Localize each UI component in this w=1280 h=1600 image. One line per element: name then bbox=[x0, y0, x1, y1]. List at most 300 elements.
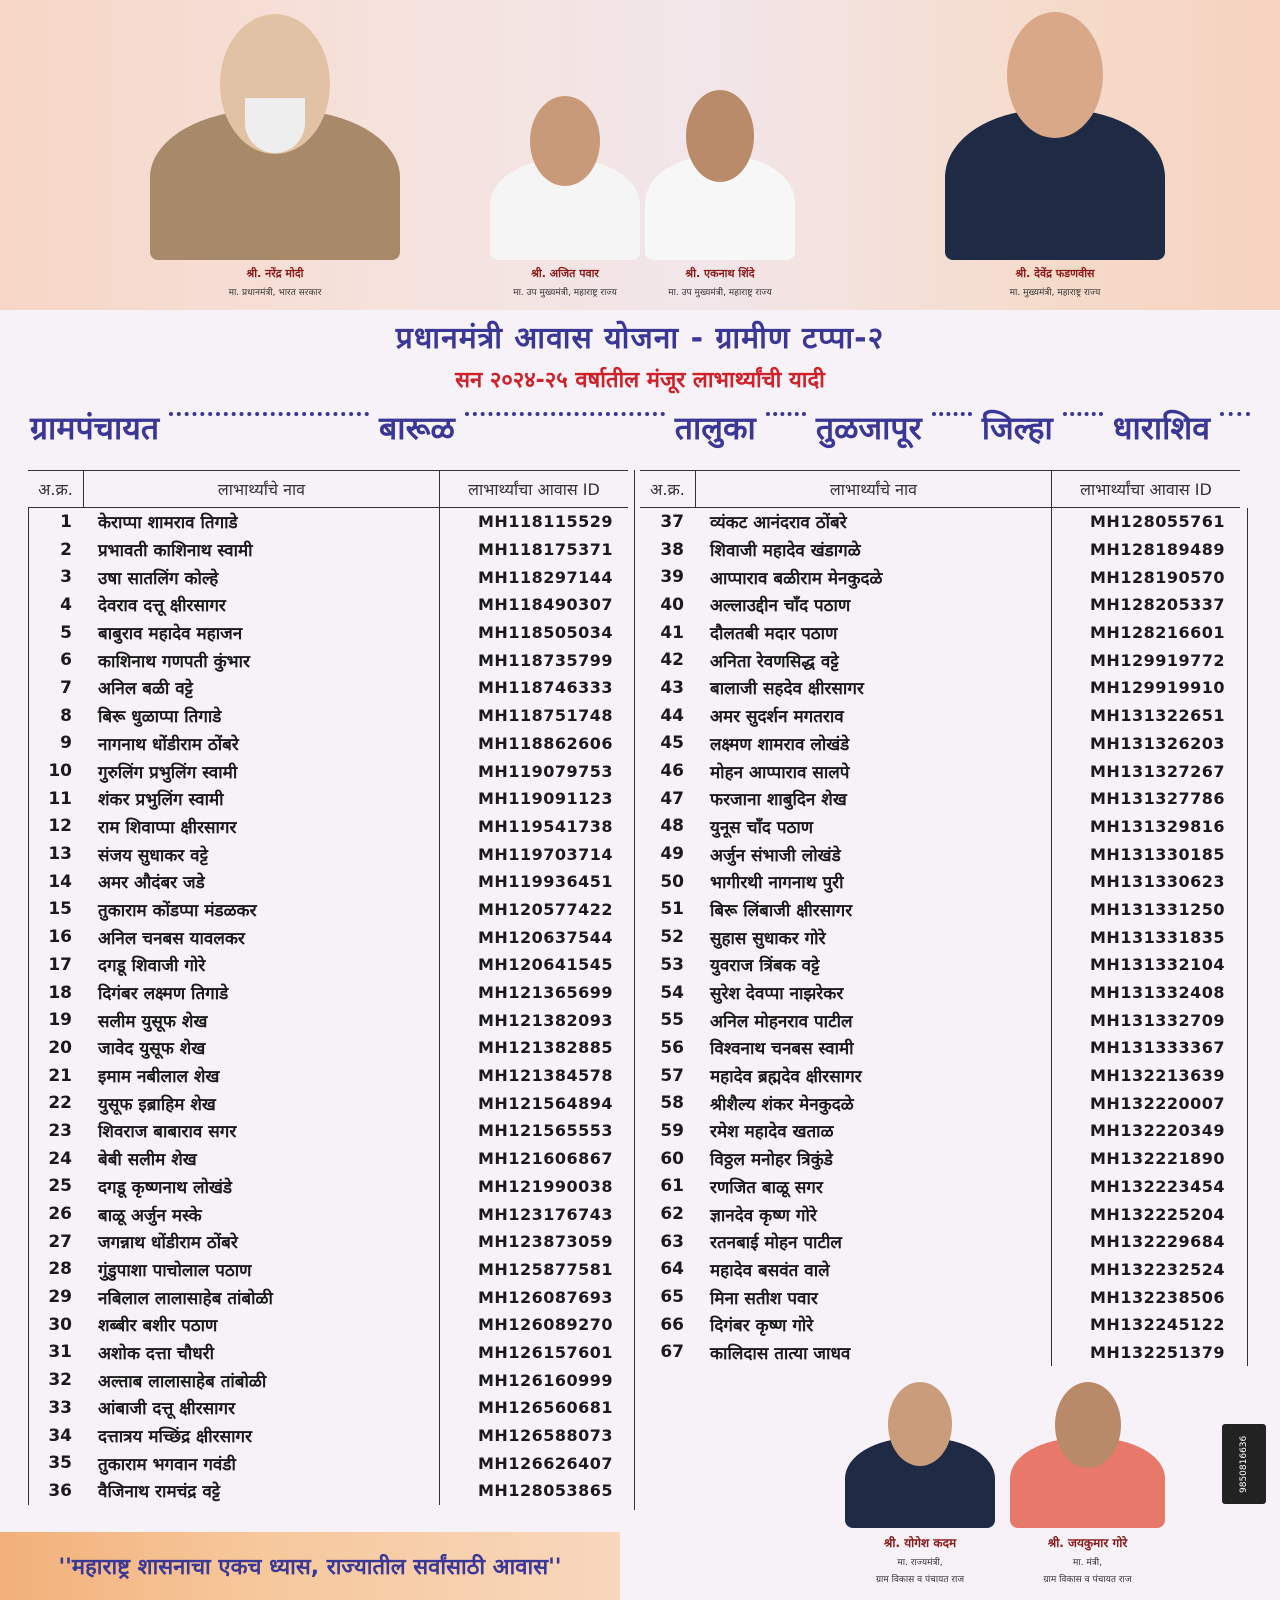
row-awas-id: MH125877581 bbox=[478, 1259, 614, 1279]
printer-stamp: 9850816636 bbox=[1222, 1424, 1266, 1504]
row-beneficiary-name: कालिदास तात्या जाधव bbox=[710, 1343, 851, 1364]
row-serial: 17 bbox=[48, 954, 72, 975]
row-awas-id: MH132220349 bbox=[1090, 1121, 1226, 1141]
row-serial: 41 bbox=[660, 622, 684, 643]
row-beneficiary-name: तुकाराम कोंडप्पा मंडळकर bbox=[98, 900, 257, 921]
table-row bbox=[28, 1034, 628, 1062]
table-row bbox=[640, 1034, 1240, 1062]
leader-name: श्री. देवेंद्र फडणवीस bbox=[1015, 267, 1095, 280]
table-row bbox=[640, 951, 1240, 979]
row-awas-id: MH118297144 bbox=[478, 567, 614, 587]
table-row bbox=[28, 536, 628, 564]
table-row bbox=[28, 923, 628, 951]
table-row bbox=[640, 840, 1240, 868]
row-awas-id: MH131332104 bbox=[1090, 955, 1226, 975]
table-row bbox=[28, 1477, 628, 1505]
leader-portrait-gore bbox=[1010, 1378, 1165, 1585]
table-row bbox=[28, 868, 628, 896]
row-beneficiary-name: युनूस चाँद पठाण bbox=[710, 817, 814, 838]
page-title: प्रधानमंत्री आवास योजना - ग्रामीण टप्पा-२ bbox=[395, 321, 885, 356]
row-awas-id: MH121382093 bbox=[478, 1010, 614, 1030]
row-serial: 18 bbox=[48, 982, 72, 1003]
leader-name: श्री. योगेश कदम bbox=[883, 1536, 957, 1550]
row-awas-id: MH126560681 bbox=[478, 1398, 614, 1418]
row-beneficiary-name: देवराव दत्तू क्षीरसागर bbox=[98, 596, 226, 617]
row-awas-id: MH119936451 bbox=[478, 872, 614, 892]
row-serial: 33 bbox=[48, 1397, 72, 1418]
row-beneficiary-name: इमाम नबीलाल शेख bbox=[98, 1067, 220, 1088]
table-row bbox=[28, 1117, 628, 1145]
row-serial: 49 bbox=[660, 844, 684, 865]
col-header-name: लाभार्थ्यांचे नाव bbox=[696, 471, 1052, 507]
row-beneficiary-name: सुहास सुधाकर गोरे bbox=[710, 928, 826, 949]
leader-title: मा. मुख्यमंत्री, महाराष्ट्र राज्य bbox=[1009, 288, 1101, 298]
row-awas-id: MH128053865 bbox=[478, 1481, 614, 1501]
row-beneficiary-name: वैजिनाथ रामचंद्र वट्टे bbox=[98, 1482, 221, 1503]
row-serial: 23 bbox=[48, 1120, 72, 1141]
beneficiary-table-left bbox=[28, 470, 628, 1505]
row-awas-id: MH128189489 bbox=[1090, 540, 1226, 560]
taluka-value: तुळजापूर bbox=[815, 408, 922, 447]
row-beneficiary-name: युसूफ इब्राहिम शेख bbox=[98, 1094, 216, 1115]
table-row bbox=[28, 619, 628, 647]
row-serial: 1 bbox=[60, 511, 72, 532]
row-serial: 63 bbox=[660, 1231, 684, 1252]
row-serial: 64 bbox=[660, 1259, 684, 1280]
row-serial: 66 bbox=[660, 1314, 684, 1335]
row-serial: 43 bbox=[660, 677, 684, 698]
row-serial: 47 bbox=[660, 788, 684, 809]
row-awas-id: MH131330185 bbox=[1090, 844, 1226, 864]
leader-title: मा. राज्यमंत्री, bbox=[897, 1558, 943, 1568]
row-beneficiary-name: बिरू धुळाप्पा तिगाडे bbox=[98, 707, 222, 728]
row-beneficiary-name: जगन्नाथ धोंडीराम ठोंबरे bbox=[98, 1233, 238, 1254]
row-serial: 67 bbox=[660, 1342, 684, 1363]
table-row bbox=[28, 702, 628, 730]
row-beneficiary-name: अनिल चनबस यावलकर bbox=[98, 928, 245, 949]
dotted-leader bbox=[1220, 402, 1250, 416]
dotted-leader bbox=[169, 402, 369, 416]
table-row bbox=[640, 563, 1240, 591]
row-beneficiary-name: व्यंकट आनंदराव ठोंबरे bbox=[710, 513, 847, 534]
row-beneficiary-name: ज्ञानदेव कृष्ण गोरे bbox=[710, 1205, 817, 1226]
leader-title: मा. मंत्री, bbox=[1073, 1558, 1102, 1568]
table-row bbox=[28, 1256, 628, 1284]
row-serial: 9 bbox=[60, 733, 72, 754]
row-awas-id: MH132229684 bbox=[1090, 1232, 1226, 1252]
column-divider bbox=[634, 470, 635, 1510]
table-row bbox=[640, 813, 1240, 841]
dotted-leader bbox=[1063, 402, 1103, 416]
row-awas-id: MH126588073 bbox=[478, 1426, 614, 1446]
row-serial: 65 bbox=[660, 1287, 684, 1308]
row-serial: 6 bbox=[60, 650, 72, 671]
row-awas-id: MH119703714 bbox=[478, 844, 614, 864]
row-beneficiary-name: अल्लाउद्दीन चाँद पठाण bbox=[710, 596, 851, 617]
row-serial: 38 bbox=[660, 539, 684, 560]
table-row bbox=[640, 619, 1240, 647]
row-beneficiary-name: मिना सतीश पवार bbox=[710, 1288, 818, 1309]
row-beneficiary-name: विश्वनाथ चनबस स्वामी bbox=[710, 1039, 854, 1060]
row-beneficiary-name: आंबाजी दत्तू क्षीरसागर bbox=[98, 1399, 236, 1420]
row-beneficiary-name: जावेद युसूफ शेख bbox=[98, 1039, 206, 1060]
row-awas-id: MH132220007 bbox=[1090, 1093, 1226, 1113]
col-header-serial: अ.क्र. bbox=[640, 471, 696, 507]
row-serial: 35 bbox=[48, 1453, 72, 1474]
table-row bbox=[28, 591, 628, 619]
row-beneficiary-name: काशिनाथ गणपती कुंभार bbox=[98, 651, 250, 672]
row-awas-id: MH118735799 bbox=[478, 650, 614, 670]
table-row bbox=[28, 1283, 628, 1311]
row-serial: 27 bbox=[48, 1231, 72, 1252]
row-beneficiary-name: आप्पाराव बळीराम मेनकुदळे bbox=[710, 568, 883, 589]
row-serial: 53 bbox=[660, 954, 684, 975]
row-awas-id: MH121564894 bbox=[478, 1093, 614, 1113]
table-row bbox=[28, 1173, 628, 1201]
table-row bbox=[640, 730, 1240, 758]
location-row bbox=[30, 402, 1260, 452]
row-awas-id: MH131331835 bbox=[1090, 927, 1226, 947]
row-awas-id: MH128205337 bbox=[1090, 595, 1226, 615]
page-subtitle: सन २०२४-२५ वर्षातील मंजूर लाभार्थ्यांची यादी bbox=[455, 368, 825, 393]
row-awas-id: MH131329816 bbox=[1090, 816, 1226, 836]
leader-title: ग्राम विकास व पंचायत राज bbox=[875, 1575, 965, 1585]
row-beneficiary-name: भागीरथी नागनाथ पुरी bbox=[710, 873, 844, 894]
row-awas-id: MH118746333 bbox=[478, 678, 614, 698]
row-beneficiary-name: शंकर प्रभुलिंग स्वामी bbox=[98, 790, 224, 811]
row-beneficiary-name: युवराज त्रिंबक वट्टे bbox=[710, 956, 820, 977]
row-beneficiary-name: फरजाना शाबुदिन शेख bbox=[710, 790, 847, 811]
row-awas-id: MH129919772 bbox=[1090, 650, 1226, 670]
row-beneficiary-name: महादेव ब्रह्मदेव क्षीरसागर bbox=[710, 1067, 862, 1088]
row-serial: 46 bbox=[660, 761, 684, 782]
table-row bbox=[28, 951, 628, 979]
taluka-label: तालुका bbox=[674, 408, 756, 447]
table-row bbox=[640, 757, 1240, 785]
gram-panchayat-label: ग्रामपंचायत bbox=[30, 408, 160, 447]
gram-panchayat-value: बारूळ bbox=[379, 408, 455, 447]
row-serial: 11 bbox=[48, 788, 72, 809]
row-awas-id: MH121990038 bbox=[478, 1176, 614, 1196]
district-value: धाराशिव bbox=[1112, 408, 1210, 447]
table-row bbox=[640, 1117, 1240, 1145]
row-beneficiary-name: अर्जुन संभाजी लोखंडे bbox=[710, 845, 841, 866]
row-awas-id: MH121382885 bbox=[478, 1038, 614, 1058]
row-serial: 31 bbox=[48, 1342, 72, 1363]
table-header bbox=[28, 470, 628, 508]
row-serial: 2 bbox=[60, 539, 72, 560]
table-row bbox=[640, 1062, 1240, 1090]
row-awas-id: MH132213639 bbox=[1090, 1066, 1226, 1086]
row-serial: 25 bbox=[48, 1176, 72, 1197]
row-serial: 37 bbox=[660, 511, 684, 532]
row-awas-id: MH121606867 bbox=[478, 1149, 614, 1169]
row-beneficiary-name: नागनाथ धोंडीराम ठोंबरे bbox=[98, 734, 239, 755]
row-awas-id: MH119079753 bbox=[478, 761, 614, 781]
leader-title: मा. उप मुख्यमंत्री, महाराष्ट्र राज्य bbox=[668, 288, 772, 298]
table-row bbox=[28, 979, 628, 1007]
table-row bbox=[640, 1200, 1240, 1228]
table-row bbox=[640, 923, 1240, 951]
row-serial: 59 bbox=[660, 1120, 684, 1141]
row-serial: 51 bbox=[660, 899, 684, 920]
leader-portrait-shinde bbox=[645, 86, 795, 298]
row-awas-id: MH131327786 bbox=[1090, 789, 1226, 809]
row-awas-id: MH121565553 bbox=[478, 1121, 614, 1141]
leader-title: ग्राम विकास व पंचायत राज bbox=[1043, 1575, 1132, 1585]
table-row bbox=[640, 896, 1240, 924]
row-awas-id: MH131331250 bbox=[1090, 899, 1226, 919]
row-awas-id: MH131326203 bbox=[1090, 733, 1226, 753]
table-row bbox=[640, 1283, 1240, 1311]
row-beneficiary-name: उषा सातलिंग कोल्हे bbox=[98, 568, 219, 589]
row-serial: 39 bbox=[660, 567, 684, 588]
table-row bbox=[640, 536, 1240, 564]
row-serial: 57 bbox=[660, 1065, 684, 1086]
table-row bbox=[640, 1089, 1240, 1117]
table-row bbox=[28, 1339, 628, 1367]
row-beneficiary-name: अनिता रेवणसिद्ध वट्टे bbox=[710, 651, 839, 672]
row-beneficiary-name: अनिल बळी वट्टे bbox=[98, 679, 193, 700]
row-serial: 52 bbox=[660, 927, 684, 948]
table-row bbox=[28, 896, 628, 924]
table-body bbox=[640, 508, 1240, 1366]
row-serial: 5 bbox=[60, 622, 72, 643]
col-header-id: लाभार्थ्यांचा आवास ID bbox=[1080, 480, 1212, 499]
dotted-leader bbox=[766, 402, 806, 416]
table-row bbox=[640, 1228, 1240, 1256]
table-row bbox=[640, 1256, 1240, 1284]
row-awas-id: MH123873059 bbox=[478, 1232, 614, 1252]
row-awas-id: MH118490307 bbox=[478, 595, 614, 615]
row-beneficiary-name: लक्ष्मण शामराव लोखंडे bbox=[710, 734, 850, 755]
row-awas-id: MH118175371 bbox=[478, 540, 614, 560]
row-awas-id: MH126160999 bbox=[478, 1370, 614, 1390]
table-row bbox=[640, 508, 1240, 536]
row-awas-id: MH118505034 bbox=[478, 623, 614, 643]
row-awas-id: MH123176743 bbox=[478, 1204, 614, 1224]
table-row bbox=[640, 1173, 1240, 1201]
table-row bbox=[28, 757, 628, 785]
row-serial: 44 bbox=[660, 705, 684, 726]
table-row bbox=[28, 1311, 628, 1339]
row-serial: 7 bbox=[60, 677, 72, 698]
row-awas-id: MH120641545 bbox=[478, 955, 614, 975]
row-beneficiary-name: बालाजी सहदेव क्षीरसागर bbox=[710, 679, 864, 700]
row-beneficiary-name: अशोक दत्ता चौधरी bbox=[98, 1343, 215, 1364]
row-awas-id: MH131332408 bbox=[1090, 983, 1226, 1003]
table-row bbox=[28, 508, 628, 536]
table-row bbox=[640, 868, 1240, 896]
leader-portrait-fadnavis bbox=[945, 8, 1165, 298]
table-row bbox=[640, 1145, 1240, 1173]
row-serial: 4 bbox=[60, 594, 72, 615]
table-row bbox=[28, 1145, 628, 1173]
leader-photo bbox=[490, 92, 640, 260]
row-awas-id: MH132223454 bbox=[1090, 1176, 1226, 1196]
row-awas-id: MH128216601 bbox=[1090, 623, 1226, 643]
row-serial: 15 bbox=[48, 899, 72, 920]
leader-portrait-pawar bbox=[490, 92, 640, 298]
row-beneficiary-name: केराप्पा शामराव तिगाडे bbox=[98, 513, 238, 534]
row-beneficiary-name: रणजित बाळू सगर bbox=[710, 1177, 823, 1198]
leader-photo bbox=[845, 1378, 995, 1528]
leader-portrait-kadam bbox=[845, 1378, 995, 1585]
row-beneficiary-name: शिवाजी महादेव खंडागळे bbox=[710, 541, 861, 562]
col-header-id: लाभार्थ्यांचा आवास ID bbox=[468, 480, 600, 499]
row-serial: 56 bbox=[660, 1037, 684, 1058]
row-awas-id: MH131327267 bbox=[1090, 761, 1226, 781]
row-beneficiary-name: सलीम युसूफ शेख bbox=[98, 1011, 208, 1032]
table-row bbox=[28, 730, 628, 758]
row-awas-id: MH132225204 bbox=[1090, 1204, 1226, 1224]
row-serial: 16 bbox=[48, 927, 72, 948]
row-awas-id: MH126626407 bbox=[478, 1453, 614, 1473]
leader-portrait-modi bbox=[150, 8, 400, 298]
table-row bbox=[640, 702, 1240, 730]
leader-photo bbox=[1010, 1378, 1165, 1528]
table-row bbox=[640, 1339, 1240, 1367]
slogan-text: ''महाराष्ट्र शासनाचा एकच ध्यास, राज्यातील सर्वांसाठी आवास'' bbox=[58, 1555, 562, 1580]
row-beneficiary-name: श्रीशैल्य शंकर मेनकुदळे bbox=[710, 1094, 854, 1115]
row-serial: 12 bbox=[48, 816, 72, 837]
row-beneficiary-name: राम शिवाप्पा क्षीरसागर bbox=[98, 817, 237, 838]
row-serial: 58 bbox=[660, 1093, 684, 1114]
row-awas-id: MH132232524 bbox=[1090, 1259, 1226, 1279]
row-serial: 50 bbox=[660, 871, 684, 892]
row-beneficiary-name: गुंडुपाशा पाचोलाल पठाण bbox=[98, 1260, 252, 1281]
table-row bbox=[640, 591, 1240, 619]
table-row bbox=[28, 1062, 628, 1090]
row-awas-id: MH129919910 bbox=[1090, 678, 1226, 698]
row-serial: 45 bbox=[660, 733, 684, 754]
row-beneficiary-name: शब्बीर बशीर पठाण bbox=[98, 1316, 218, 1337]
leader-title: मा. उप मुख्यमंत्री, महाराष्ट्र राज्य bbox=[513, 288, 617, 298]
row-awas-id: MH118751748 bbox=[478, 706, 614, 726]
beneficiary-table-right bbox=[640, 470, 1240, 1366]
table-row bbox=[640, 979, 1240, 1007]
row-serial: 48 bbox=[660, 816, 684, 837]
table-row bbox=[28, 785, 628, 813]
row-beneficiary-name: अमर औदंबर जडे bbox=[98, 873, 205, 894]
row-awas-id: MH126089270 bbox=[478, 1315, 614, 1335]
row-serial: 32 bbox=[48, 1370, 72, 1391]
table-row bbox=[28, 1200, 628, 1228]
row-serial: 30 bbox=[48, 1314, 72, 1335]
row-beneficiary-name: दिगंबर कृष्ण गोरे bbox=[710, 1316, 814, 1337]
table-row bbox=[28, 1449, 628, 1477]
row-serial: 20 bbox=[48, 1037, 72, 1058]
row-awas-id: MH121365699 bbox=[478, 983, 614, 1003]
table-row bbox=[28, 813, 628, 841]
table-row bbox=[640, 785, 1240, 813]
table-row bbox=[28, 1422, 628, 1450]
leader-photo bbox=[645, 86, 795, 260]
table-row bbox=[640, 674, 1240, 702]
table-body bbox=[28, 508, 628, 1505]
row-serial: 60 bbox=[660, 1148, 684, 1169]
row-awas-id: MH120577422 bbox=[478, 899, 614, 919]
row-serial: 22 bbox=[48, 1093, 72, 1114]
row-beneficiary-name: अनिल मोहनराव पाटील bbox=[710, 1011, 853, 1032]
row-beneficiary-name: गुरुलिंग प्रभुलिंग स्वामी bbox=[98, 762, 238, 783]
row-serial: 29 bbox=[48, 1287, 72, 1308]
row-beneficiary-name: दत्तात्रय मच्छिंद्र क्षीरसागर bbox=[98, 1427, 252, 1448]
table-row bbox=[28, 1089, 628, 1117]
row-awas-id: MH131333367 bbox=[1090, 1038, 1226, 1058]
row-serial: 14 bbox=[48, 871, 72, 892]
row-awas-id: MH118862606 bbox=[478, 733, 614, 753]
col-header-serial: अ.क्र. bbox=[28, 471, 84, 507]
leader-name: श्री. अजित पवार bbox=[531, 267, 599, 280]
row-awas-id: MH128055761 bbox=[1090, 512, 1226, 532]
row-beneficiary-name: रमेश महादेव खताळ bbox=[710, 1122, 834, 1143]
table-row bbox=[28, 646, 628, 674]
row-awas-id: MH132221890 bbox=[1090, 1149, 1226, 1169]
row-serial: 13 bbox=[48, 844, 72, 865]
table-header bbox=[640, 470, 1240, 508]
row-awas-id: MH120637544 bbox=[478, 927, 614, 947]
row-beneficiary-name: दगडू कृष्णनाथ लोखंडे bbox=[98, 1177, 232, 1198]
district-label: जिल्हा bbox=[981, 408, 1053, 447]
row-serial: 28 bbox=[48, 1259, 72, 1280]
table-row bbox=[640, 1311, 1240, 1339]
row-awas-id: MH119541738 bbox=[478, 816, 614, 836]
row-beneficiary-name: अमर सुदर्शन मगतराव bbox=[710, 707, 844, 728]
row-serial: 61 bbox=[660, 1176, 684, 1197]
row-serial: 40 bbox=[660, 594, 684, 615]
row-serial: 24 bbox=[48, 1148, 72, 1169]
leader-title: मा. प्रधानमंत्री, भारत सरकार bbox=[228, 288, 322, 298]
table-row bbox=[28, 1366, 628, 1394]
row-serial: 19 bbox=[48, 1010, 72, 1031]
dotted-leader bbox=[932, 402, 972, 416]
row-awas-id: MH121384578 bbox=[478, 1066, 614, 1086]
row-beneficiary-name: विठ्ठल मनोहर त्रिकुंडे bbox=[710, 1150, 833, 1171]
row-serial: 42 bbox=[660, 650, 684, 671]
row-beneficiary-name: रतनबाई मोहन पाटील bbox=[710, 1233, 842, 1254]
row-awas-id: MH118115529 bbox=[478, 512, 614, 532]
row-awas-id: MH132251379 bbox=[1090, 1342, 1226, 1362]
table-row bbox=[640, 1006, 1240, 1034]
row-beneficiary-name: अल्ताब लालासाहेब तांबोळी bbox=[98, 1371, 267, 1392]
row-awas-id: MH132245122 bbox=[1090, 1315, 1226, 1335]
table-row bbox=[28, 840, 628, 868]
row-awas-id: MH126087693 bbox=[478, 1287, 614, 1307]
dotted-leader bbox=[465, 402, 665, 416]
row-beneficiary-name: शिवराज बाबाराव सगर bbox=[98, 1122, 237, 1143]
leader-name: श्री. एकनाथ शिंदे bbox=[685, 267, 755, 280]
row-serial: 8 bbox=[60, 705, 72, 726]
table-row bbox=[640, 646, 1240, 674]
leader-name: श्री. जयकुमार गोरे bbox=[1047, 1536, 1128, 1550]
row-serial: 54 bbox=[660, 982, 684, 1003]
leader-name: श्री. नरेंद्र मोदी bbox=[246, 267, 304, 280]
row-serial: 55 bbox=[660, 1010, 684, 1031]
slogan-band bbox=[0, 1532, 620, 1600]
row-beneficiary-name: दगडू शिवाजी गोरे bbox=[98, 956, 206, 977]
row-serial: 34 bbox=[48, 1425, 72, 1446]
row-awas-id: MH131322651 bbox=[1090, 706, 1226, 726]
row-serial: 36 bbox=[48, 1480, 72, 1501]
table-row bbox=[28, 563, 628, 591]
row-awas-id: MH126157601 bbox=[478, 1342, 614, 1362]
table-row bbox=[28, 1394, 628, 1422]
row-beneficiary-name: बाळू अर्जुन मस्के bbox=[98, 1205, 202, 1226]
row-beneficiary-name: सुरेश देवप्पा नाझरेकर bbox=[710, 984, 844, 1005]
leaders-photo-band bbox=[0, 0, 1280, 310]
row-beneficiary-name: बाबुराव महादेव महाजन bbox=[98, 624, 243, 645]
